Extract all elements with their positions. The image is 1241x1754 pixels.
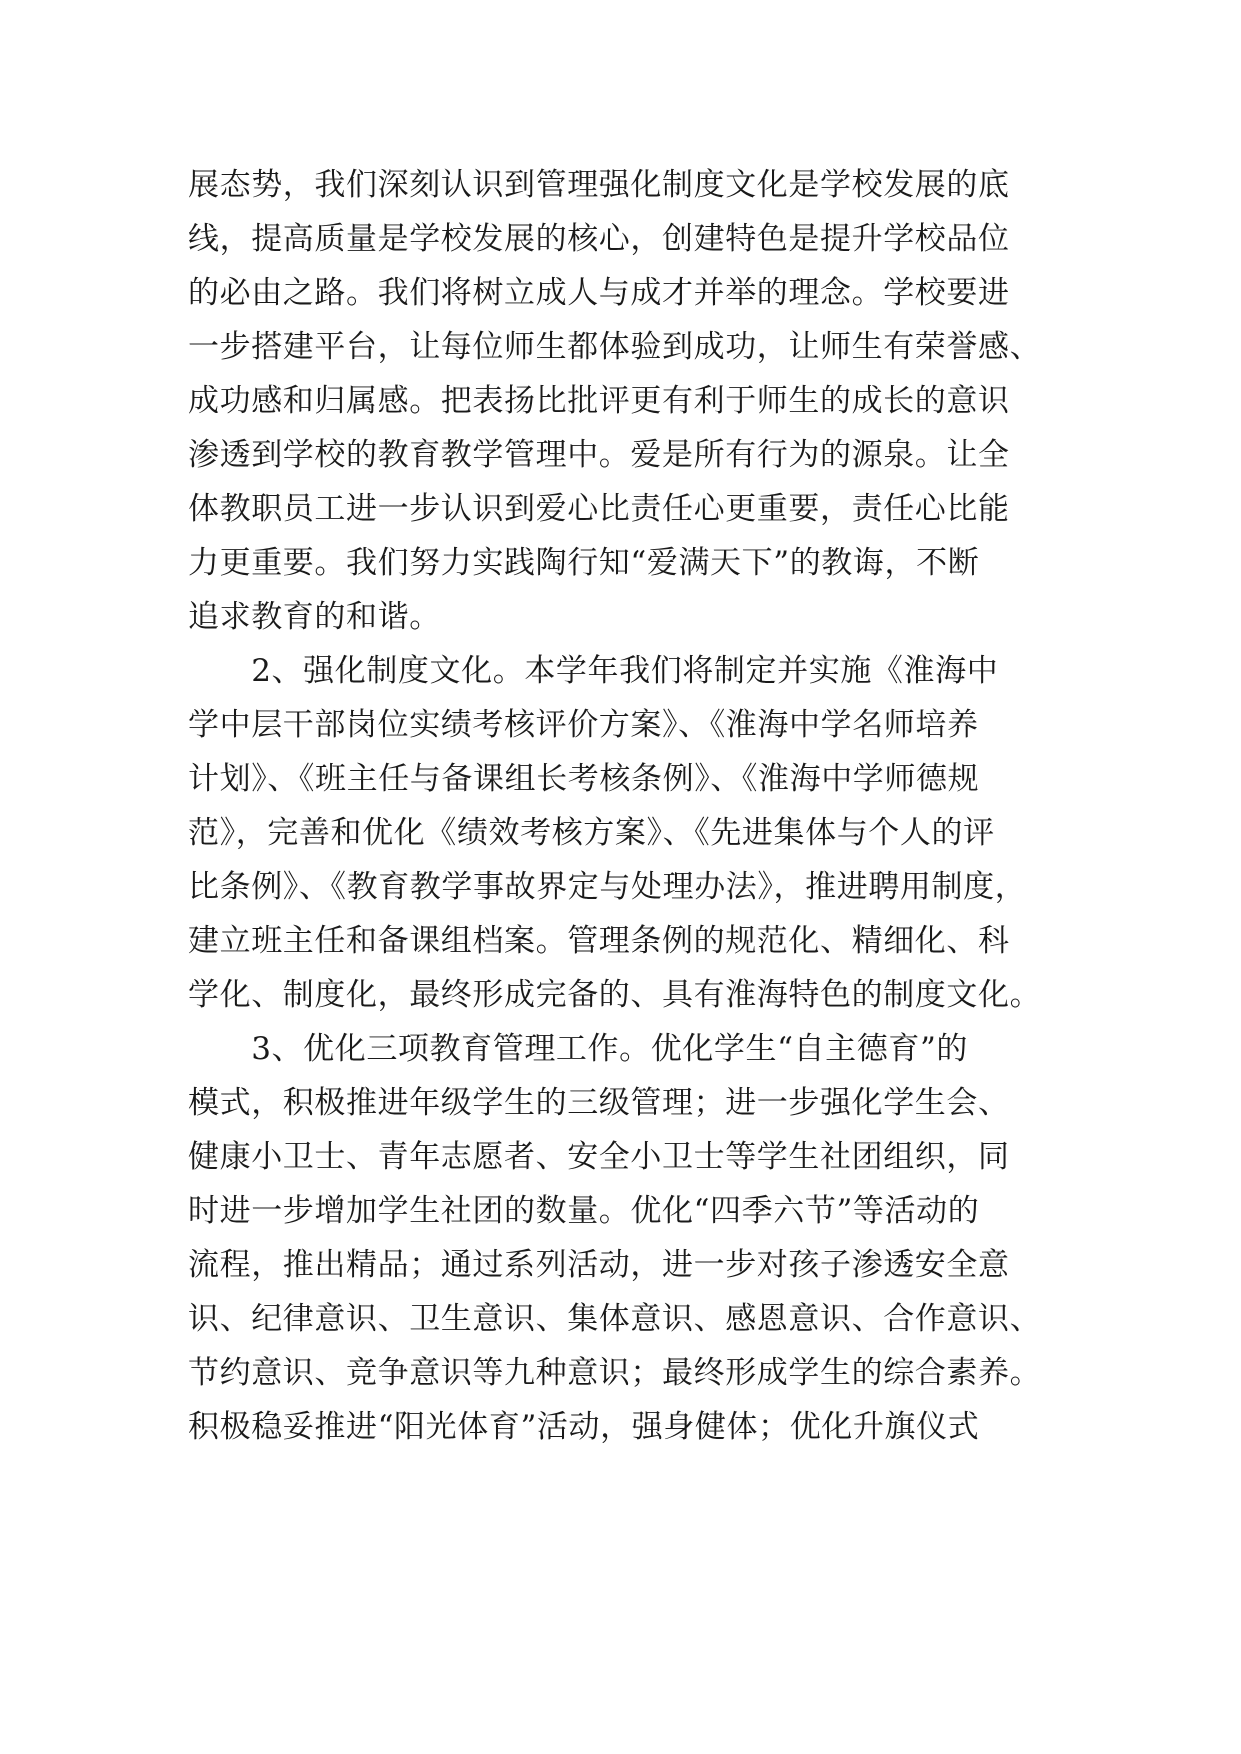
text-line: 的必由之路。我们将树立成人与成才并举的理念。学校要进 [188,275,1010,311]
text-line: 追求教育的和谐。 [188,599,441,635]
text-line: 模式，积极推进年级学生的三级管理；进一步强化学生会、 [188,1085,1010,1121]
text-line: 比条例》、《教育教学事故界定与处理办法》，推进聘用制度， [188,869,1027,905]
text-line: 体教职员工进一步认识到爱心比责任心更重要，责任心比能 [188,491,1010,527]
text-line: 力更重要。我们努力实践陶行知“爱满天下”的教诲，不断 [188,545,980,581]
text-line: 识、纪律意识、卫生意识、集体意识、感恩意识、合作意识、 [188,1301,1042,1337]
text-line: 线，提高质量是学校发展的核心，创建特色是提升学校品位 [188,221,1010,257]
text-line: 流程，推出精品；通过系列活动，进一步对孩子渗透安全意 [188,1247,1010,1283]
text-line: 学化、制度化，最终形成完备的、具有淮海特色的制度文化。 [188,977,1042,1013]
text-line: 时进一步增加学生社团的数量。优化“四季六节”等活动的 [188,1193,980,1229]
paragraph-3-start: 3、优化三项教育管理工作。优化学生“自主德育”的 [188,1031,969,1067]
body-text [188,158,1068,1454]
text-line: 节约意识、竞争意识等九种意识；最终形成学生的综合素养。 [188,1355,1042,1391]
text-line: 积极稳妥推进“阳光体育”活动，强身健体；优化升旗仪式 [188,1409,980,1445]
paragraph-2-start: 2、强化制度文化。本学年我们将制定并实施《淮海中 [188,653,999,689]
text-line: 健康小卫士、青年志愿者、安全小卫士等学生社团组织，同 [188,1139,1010,1175]
text-line: 范》，完善和优化《绩效考核方案》、《先进集体与个人的评 [188,815,995,851]
text-line: 建立班主任和备课组档案。管理条例的规范化、精细化、科 [188,923,1010,959]
text-line: 渗透到学校的教育教学管理中。爱是所有行为的源泉。让全 [188,437,1010,473]
text-line: 学中层干部岗位实绩考核评价方案》、《淮海中学名师培养 [188,707,979,743]
text-line: 一步搭建平台，让每位师生都体验到成功，让师生有荣誉感、 [188,329,1042,365]
text-line: 计划》、《班主任与备课组长考核条例》、《淮海中学师德规 [188,761,980,797]
text-line: 展态势，我们深刻认识到管理强化制度文化是学校发展的底 [188,167,1010,203]
text-line: 成功感和归属感。把表扬比批评更有利于师生的成长的意识 [188,383,1010,419]
